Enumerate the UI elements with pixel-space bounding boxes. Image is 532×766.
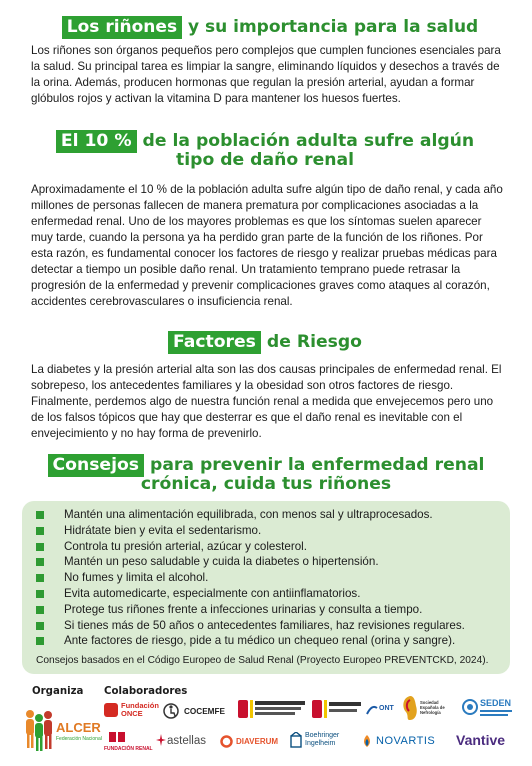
square-bullet-icon <box>36 527 44 535</box>
heading-kidneys-importance <box>30 18 510 37</box>
heading-highlight: Los riñones <box>62 16 182 39</box>
fundacion-once-name: Fundación ONCE <box>121 701 159 718</box>
alcer-logo <box>22 708 102 756</box>
heading-risk-factors <box>40 333 490 352</box>
kidney-emblem-icon <box>400 694 420 722</box>
fundacion-renal-name: FUNDACIÓN RENAL <box>104 746 153 752</box>
square-bullet-icon <box>36 574 44 582</box>
boehringer-name: Boehringer Ingelheim <box>305 732 340 747</box>
list-item <box>36 523 510 539</box>
government-text-block <box>329 702 361 706</box>
once-mark-icon <box>104 703 118 717</box>
alcer-subtitle: Federación Nacional <box>56 736 102 742</box>
tip-text: Evita automedicarte, especialmente con antiinflamatorios. <box>64 586 361 600</box>
boehringer-logo <box>290 728 354 756</box>
heading-highlight: Factores <box>168 331 261 354</box>
tip-text: Controla tu presión arterial, azúcar y colesterol. <box>64 539 307 553</box>
square-bullet-icon <box>36 543 44 551</box>
alcer-name: ALCER <box>56 720 101 735</box>
seden-logo <box>462 696 514 720</box>
ministry-text-block <box>255 712 295 715</box>
vantive-name: Vantive <box>456 732 506 748</box>
government-text-block <box>329 709 357 712</box>
square-bullet-icon <box>36 622 44 630</box>
list-item <box>36 554 510 570</box>
seden-text-block <box>480 710 512 712</box>
paragraph-ten-percent: Aproximadamente el 10 % de la población adulta sufre algún tipo de daño renal, y cada año millones de personas fallecen de manera prematura por complicaciones asociadas a la enfermedad renal. Uno de los mayores problemas es que los síntomas suelen aparecer muy tarde, cuando la persona ya ha perdido gran parte de la función de los riñones. Por esta razón, es fundamental conocer los factores de riesgo y realizar pruebas médicas para detectar a tiempo un posible daño renal. Un tratamiento temprano puede retrasar la progresión de la enfermedad y prevenir complicaciones graves como ataques al corazón, accidentes cerebrovasculares o insuficiencia renal. <box>31 183 503 308</box>
diaverum-ring-icon <box>220 735 233 748</box>
ministry-text-block <box>255 707 301 710</box>
organiza-label: Organiza <box>32 686 84 697</box>
heading-highlight: El 10 % <box>56 130 137 153</box>
ont-logo <box>366 700 398 720</box>
flag-stripe-icon <box>250 700 253 718</box>
vantive-logo <box>456 730 516 752</box>
heading-advice <box>20 456 512 495</box>
paragraph-kidneys: Los riñones son órganos pequeños pero complejos que cumplen funciones esenciales para la salud. Su principal tarea es limpiar la sangre, eliminando líquidos y desechos a través de la orina. Además, producen hormonas que regulan la presión arterial, ayudan a formar glóbulos rojos y activan la vitamina D para mantener los huesos fuertes. <box>31 44 501 105</box>
tip-text: Ante factores de riesgo, pide a tu médico un chequeo renal (orina y sangre). <box>64 634 456 648</box>
colaboradores-label: Colaboradores <box>104 686 188 697</box>
seden-text-block <box>480 714 508 716</box>
fundacion-once-logo <box>104 700 158 722</box>
tip-text: Protege tus riñones frente a infecciones urinarias y consulta a tiempo. <box>64 602 423 616</box>
tip-text: Mantén una alimentación equilibrada, con menos sal y ultraprocesados. <box>64 508 433 521</box>
tip-text: Si tienes más de 50 años o antecedentes familiares, haz revisiones regulares. <box>64 618 465 632</box>
fundacion-renal-logo <box>104 730 153 758</box>
ministry-logo <box>238 698 308 722</box>
novartis-name: NOVARTIS <box>376 735 436 747</box>
square-bullet-icon <box>36 511 44 519</box>
coat-of-arms-icon <box>312 700 322 718</box>
list-item <box>36 618 510 634</box>
tips-list <box>22 501 510 649</box>
wheelchair-icon <box>162 702 180 720</box>
list-item <box>36 586 510 602</box>
ont-name: ONT <box>379 705 394 712</box>
paragraph-risk-factors: La diabetes y la presión arterial alta son las dos causas principales de enfermedad renal. El sobrepeso, los antecedentes familiares y la obesidad son otros factores de riesgo. Finalmente, perdemos algo de nuestra función renal a medida que envejecemos pero uno de los falsos tópicos que hay que desterrar es que el daño renal es inevitable con el envejecimiento y no hay forma de prevenirlo. <box>31 363 502 440</box>
square-bullet-icon <box>36 558 44 566</box>
seden-name: SEDEN <box>480 698 512 708</box>
diaverum-logo <box>220 732 282 752</box>
ministry-text-block <box>255 701 305 705</box>
accessibility-logo <box>162 702 182 720</box>
square-bullet-icon <box>36 637 44 645</box>
tip-text: No fumes y limita el alcohol. <box>64 571 209 585</box>
square-bullet-icon <box>36 590 44 598</box>
astellas-logo <box>156 732 214 752</box>
cocemfe-name: COCEMFE <box>184 706 225 716</box>
astellas-star-icon <box>156 734 166 746</box>
list-item <box>36 602 510 618</box>
heading-ten-percent <box>40 132 490 171</box>
square-bullet-icon <box>36 606 44 614</box>
novartis-logo <box>360 732 444 752</box>
tip-text: Hidrátate bien y evita el sedentarismo. <box>64 523 262 537</box>
astellas-name: astellas <box>167 735 206 747</box>
tips-box <box>22 501 510 674</box>
government-logo <box>312 698 364 722</box>
tips-source-note: Consejos basados en el Código Europeo de Salud Renal (Proyecto Europeo PREVENTCKD, 2024). <box>36 655 489 666</box>
people-chain-icon <box>22 708 56 754</box>
heading-rest: para prevenir la enfermedad renal crónica, cuida tus riñones <box>140 455 485 495</box>
ont-swoosh-icon <box>366 704 378 716</box>
heading-rest: de Riesgo <box>260 332 362 352</box>
heading-highlight: Consejos <box>48 454 144 477</box>
list-item <box>36 633 510 649</box>
sen-logo <box>400 690 458 726</box>
list-item <box>36 507 510 523</box>
heading-rest: de la población adulta sufre algún tipo de daño renal <box>136 131 475 171</box>
heading-rest: y su importancia para la salud <box>182 17 479 37</box>
tip-text: Mantén un peso saludable y cuida la diabetes o hipertensión. <box>64 555 379 569</box>
list-item <box>36 570 510 586</box>
diaverum-name: DIAVERUM <box>236 737 279 746</box>
fundacion-renal-mark-icon <box>108 730 126 744</box>
seden-emblem-icon <box>462 699 478 715</box>
boehringer-building-icon <box>290 732 302 748</box>
coat-of-arms-icon <box>238 700 248 718</box>
list-item <box>36 539 510 555</box>
flag-stripe-icon <box>324 700 327 718</box>
sen-name: Sociedad Española de Nefrología <box>420 700 445 715</box>
novartis-flame-icon <box>360 734 374 748</box>
cocemfe-logo <box>184 702 232 720</box>
